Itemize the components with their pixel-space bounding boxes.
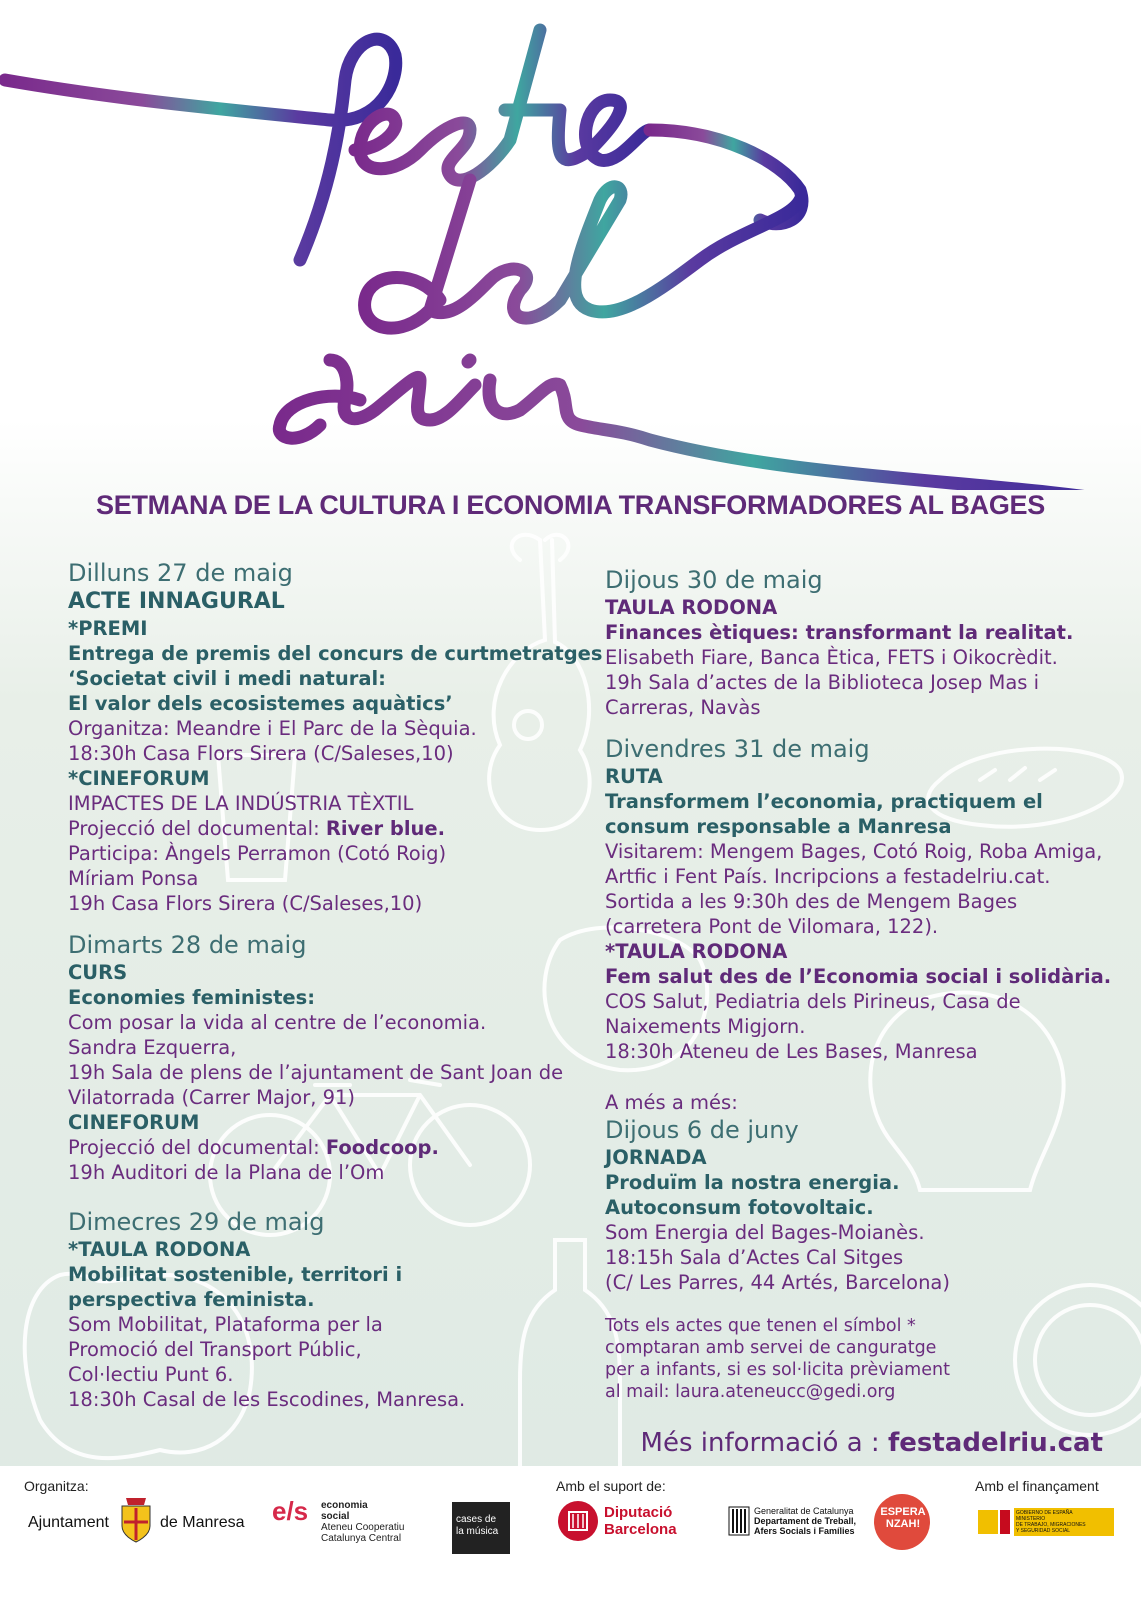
spain-shield-icon	[978, 1510, 998, 1534]
event-text: 19h Auditori de la Plana de l’Om	[68, 1161, 385, 1184]
event-category: RUTA	[605, 765, 663, 788]
event-date: Divendres 31 de maig	[605, 735, 870, 763]
event-text: Com posar la vida al centre de l’economia.	[68, 1011, 487, 1034]
eco-line: Ateneu Cooperatiu	[321, 1522, 405, 1533]
more-info	[641, 1428, 1103, 1458]
support-label: Amb el suport de:	[556, 1478, 666, 1494]
event-category: CINEFORUM	[68, 1111, 200, 1134]
event-text-part: Projecció del documental:	[68, 817, 326, 840]
right-column	[605, 565, 1125, 1403]
gob-line: DE TRABAJO, MIGRACIONES	[1016, 1522, 1086, 1528]
manresa-shield-icon	[116, 1496, 156, 1544]
event-title: ACTE INNAGURAL	[68, 589, 285, 614]
event-category: *CINEFORUM	[68, 767, 210, 790]
event-text: El valor dels ecosistemes aquàtics’	[68, 692, 453, 715]
event-text: (carretera Pont de Vilomara, 122).	[605, 915, 939, 938]
gob-line: GOBIERNO DE ESPAÑA	[1016, 1510, 1073, 1516]
diputacio-text	[604, 1504, 677, 1538]
event-category: TAULA RODONA	[605, 596, 778, 619]
event-date: Dimecres 29 de maig	[68, 1208, 325, 1236]
cases-de-la-musica-logo	[452, 1502, 510, 1554]
cases-line: cases de	[456, 1514, 497, 1525]
event-text: IMPACTES DE LA INDÚSTRIA TÈXTIL	[68, 792, 414, 815]
event-text: Artfic i Fent País. Incripcions a festadelriu.cat.	[605, 865, 1051, 888]
event-text: Som Energia del Bages-Moianès.	[605, 1221, 925, 1244]
funding-label: Amb el finançament	[975, 1478, 1099, 1494]
event-text: Produïm la nostra energia.	[605, 1171, 900, 1194]
gen-line: Afers Socials i Famílies	[754, 1526, 855, 1536]
cases-line: la música	[456, 1526, 499, 1537]
footer	[0, 1466, 1141, 1600]
event-date: Dimarts 28 de maig	[68, 931, 307, 959]
diputacio-line: Diputació	[604, 1504, 673, 1521]
event-text: Organitza: Meandre i El Parc de la Sèquia.	[68, 717, 477, 740]
event-text: 19h Sala d’actes de la Biblioteca Josep Mas i	[605, 671, 1040, 694]
event-text: Autoconsum fotovoltaic.	[605, 1196, 874, 1219]
event-category: *TAULA RODONA	[605, 940, 788, 963]
event-date: Dilluns 27 de maig	[68, 559, 293, 587]
event-text: Finances ètiques: transformant la realitat.	[605, 621, 1074, 644]
event-category: CURS	[68, 961, 128, 984]
ajuntament-text-b: de Manresa	[160, 1514, 245, 1531]
event-text: 18:15h Sala d’Actes Cal Sitges	[605, 1246, 904, 1269]
esperanzah-text: ESPERANZAH!	[880, 1506, 926, 1530]
documentary-title: Foodcoop.	[325, 1136, 439, 1159]
ministerio-logo	[1014, 1508, 1114, 1536]
event-category: JORNADA	[605, 1146, 707, 1169]
event-text: Míriam Ponsa	[68, 867, 199, 890]
event-text: COS Salut, Pediatria dels Pirineus, Casa de	[605, 990, 1021, 1013]
organitza-label: Organitza:	[24, 1478, 89, 1494]
generalitat-icon	[728, 1506, 750, 1536]
event-text: (C/ Les Parres, 44 Artés, Barcelona)	[605, 1271, 950, 1294]
childcare-note: per a infants, si es sol·licita prèviament	[605, 1360, 950, 1380]
diputacio-icon	[557, 1500, 599, 1542]
event-text: 19h Sala de plens de l’ajuntament de Sant Joan de	[68, 1061, 564, 1084]
extra-label: A més a més:	[605, 1091, 738, 1114]
event-text: Sandra Ezquerra,	[68, 1036, 237, 1059]
event-text: Naixements Migjorn.	[605, 1015, 806, 1038]
event-text: Promoció del Transport Públic,	[68, 1338, 362, 1361]
website-link[interactable]: festadelriu.cat	[887, 1428, 1103, 1458]
gen-line: Departament de Treball,	[754, 1516, 857, 1526]
childcare-note: comptaran amb servei de canguratge	[605, 1338, 937, 1358]
event-text: Transformem l’economia, practiquem el	[605, 790, 1043, 813]
festa-del-riu-logo	[0, 0, 1141, 490]
event-text: Economies feministes:	[68, 986, 316, 1009]
event-text: Mobilitat sostenible, territori i	[68, 1263, 403, 1286]
event-text: Sortida a les 9:30h des de Mengem Bages	[605, 890, 1018, 913]
event-text: Carreras, Navàs	[605, 696, 761, 719]
event-text: Vilatorrada (Carrer Major, 91)	[68, 1086, 356, 1109]
ajuntament-text-a: Ajuntament	[28, 1514, 109, 1531]
event-text: 19h Casa Flors Sirera (C/Saleses,10)	[68, 892, 423, 915]
event-text: Som Mobilitat, Plataforma per la	[68, 1313, 383, 1336]
subtitle: SETMANA DE LA CULTURA I ECONOMIA TRANSFORMADORES AL BAGES	[96, 490, 1045, 520]
event-category: *TAULA RODONA	[68, 1238, 251, 1261]
event-text: Col·lectiu Punt 6.	[68, 1363, 234, 1386]
event-date: Dijous 6 de juny	[605, 1116, 799, 1144]
event-text: 18:30h Casal de les Escodines, Manresa.	[68, 1388, 466, 1411]
eco-line: Catalunya Central	[321, 1533, 402, 1544]
left-column	[68, 558, 603, 1412]
event-text: Entrega de premis del concurs de curtmetratges	[68, 642, 603, 665]
event-category: *PREMI	[68, 617, 148, 640]
event-text: 18:30h Casa Flors Sirera (C/Saleses,10)	[68, 742, 454, 765]
event-text: ‘Societat civil i medi natural:	[68, 667, 386, 690]
eco-line: economia	[321, 1500, 368, 1511]
event-text: Participa: Àngels Perramon (Cotó Roig)	[68, 842, 447, 865]
event-text-part: Projecció del documental:	[68, 1136, 326, 1159]
event-text	[68, 1135, 588, 1160]
childcare-note: Tots els actes que tenen el símbol *	[605, 1316, 916, 1336]
gen-line: Generalitat de Catalunya	[754, 1506, 854, 1516]
event-text: consum responsable a Manresa	[605, 815, 952, 838]
event-text: perspectiva feminista.	[68, 1288, 315, 1311]
eco-line: social	[321, 1511, 350, 1522]
event-date: Dijous 30 de maig	[605, 566, 823, 594]
documentary-title: River blue.	[325, 817, 446, 840]
event-text	[68, 816, 588, 841]
economia-social-text	[321, 1500, 404, 1544]
diputacio-line: Barcelona	[604, 1521, 677, 1538]
more-info-label: Més informació a :	[640, 1428, 888, 1458]
childcare-note: al mail: laura.ateneucc@gedi.org	[605, 1382, 896, 1402]
event-text: Visitarem: Mengem Bages, Cotó Roig, Roba Amiga,	[605, 840, 1103, 863]
event-text: Fem salut des de l’Economia social i solidària.	[605, 965, 1112, 988]
gob-line: Y SEGURIDAD SOCIAL	[1016, 1528, 1071, 1534]
gob-line: MINISTERIO	[1016, 1516, 1046, 1522]
event-text: 18:30h Ateneu de Les Bases, Manresa	[605, 1040, 978, 1063]
economia-social-logo: e/s	[272, 1496, 309, 1526]
event-text: Elisabeth Fiare, Banca Ètica, FETS i Oikocrèdit.	[605, 646, 1058, 669]
generalitat-text	[754, 1506, 856, 1536]
spain-flag-bar	[1000, 1510, 1010, 1534]
